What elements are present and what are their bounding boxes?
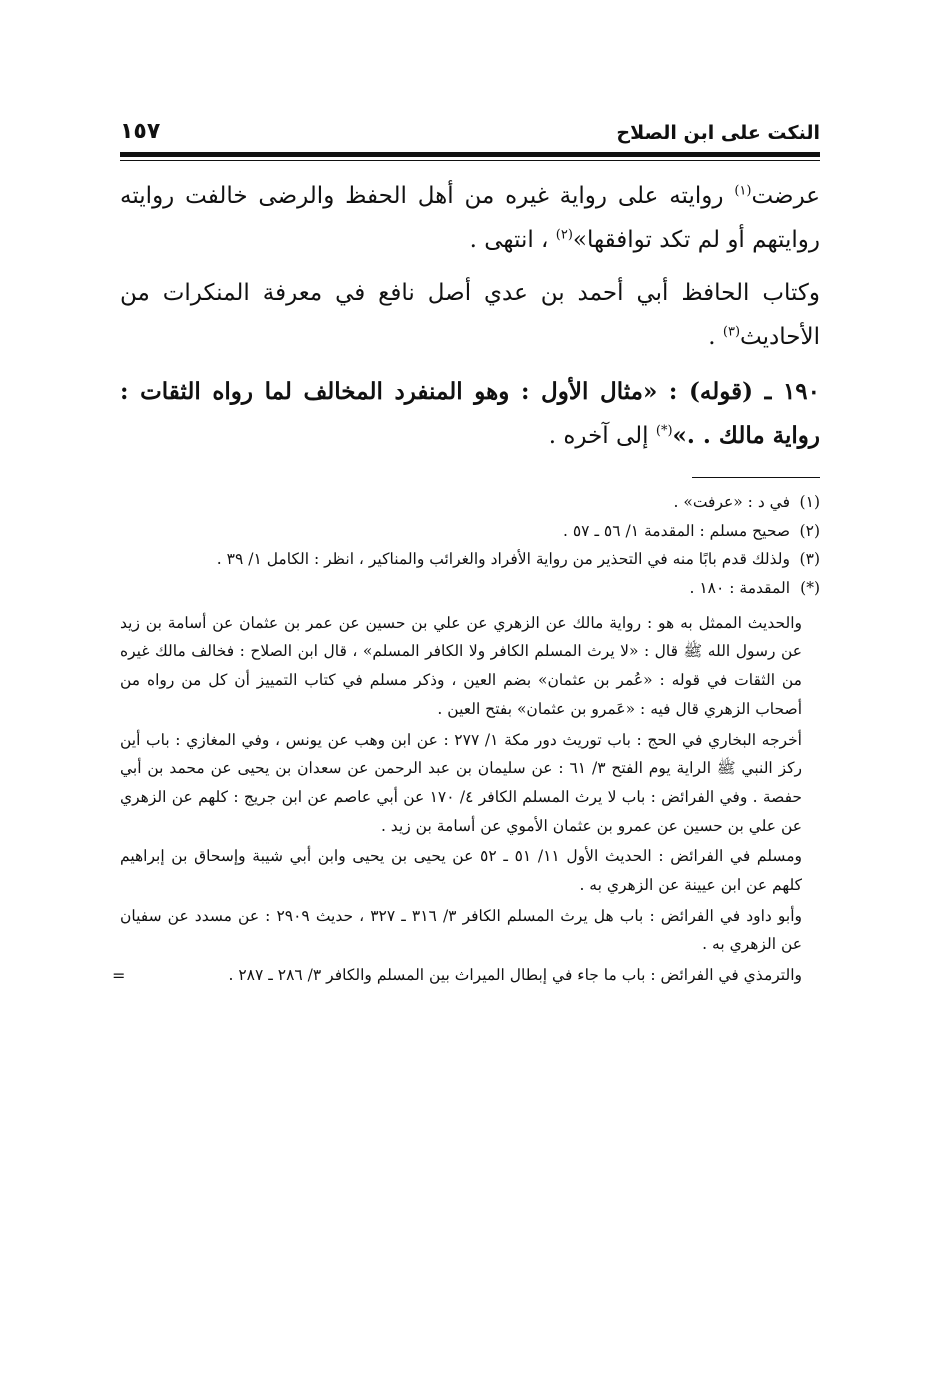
footnote-ref-1[interactable]: (١) <box>734 183 752 199</box>
footnote-2 <box>120 517 820 546</box>
header-rule-thin <box>120 160 820 161</box>
footnote-text: ولذلك قدم بابًا منه في التحذير من رواية الأفراد والغرائب والمناكير ، انظر : الكامل ١/ ٣٩ . <box>216 550 790 569</box>
note-paragraph-3: ومسلم في الفرائض : الحديث الأول ١١/ ٥١ ـ ٥٢ عن يحيى بن يحيى وابن أبي شيبة وإسحاق بن إبراهيم كلهم عن ابن عيينة عن الزهري به . <box>120 847 802 894</box>
continuation-mark: = <box>112 965 126 985</box>
footnote-text: صحيح مسلم : المقدمة ١/ ٥٦ ـ ٥٧ . <box>563 521 790 540</box>
footnote-mark: (١) <box>799 493 820 512</box>
footnote-1 <box>120 488 820 517</box>
paragraph-3: ١٩٠ ـ (قوله) : «مثال الأول : وهو المنفرد المخالف لما رواه الثقات : رواية مالك . .»(*) إلى آخره . <box>120 377 820 450</box>
footnote-ref-2[interactable]: (٢) <box>555 227 573 243</box>
footnote-separator <box>692 477 820 478</box>
footnotes <box>112 488 820 989</box>
note-paragraph-2: أخرجه البخاري في الحج : باب توريث دور مكة ١/ ٢٧٧ : عن ابن وهب عن يونس ، وفي المغازي : باب أين ركز النبي ﷺ الراية يوم الفتح ٣/ ٦١ : عن سليمان بن عبد الرحمن عن سعدان بن يحيى عن محمد بن أبي حفصة . وفي الفرائض : باب لا يرث المسلم الكافر ٤/ ١٧٠ عن أبي عاصم عن ابن جريج : كلهم عن الزهري عن علي بن حسين عن عمرو بن عثمان الأموي عن أسامة بن زيد . <box>120 730 803 835</box>
page-header <box>120 110 820 144</box>
footnote-star-notes <box>112 609 803 990</box>
header-rule-thick <box>120 152 820 157</box>
paragraph-1: عرضت$^{(١)}$ روايته على رواية غيره من أهل الحفظ والرضى خالفت روايته روايتهم أو لم تكد توافقها»$^{(٢)}$ ، انتهى . <box>120 183 820 253</box>
footnote-mark: (٣) <box>799 550 820 569</box>
note-paragraph-1: والحديث الممثل به هو : رواية مالك عن الزهري عن علي بن حسين عن عمر بن عثمان عن أسامة بن زيد عن رسول الله ﷺ قال : «لا يرث المسلم الكافر ولا الكافر المسلم» ، قال ابن الصلاح : فخالف مالك غيره من الثقات في قوله : «عُمر بن عثمان» بضم العين ، وذكر مسلم في كتاب التمييز أن كل من رواه من أصحاب الزهري قال فيه : «عَمرو بن عثمان» بفتح العين . <box>120 613 802 718</box>
footnote-star <box>120 574 820 603</box>
footnote-ref-star[interactable]: (*) <box>655 423 673 439</box>
page <box>112 110 820 992</box>
paragraph-2: وكتاب الحافظ أبي أحمد بن عدي أصل نافع في معرفة المنكرات من الأحاديث$^{(٣)}$ . <box>120 280 820 351</box>
footnote-ref-3[interactable]: (٣) <box>722 324 741 340</box>
entry-heading: ١٩٠ ـ (قوله) : «مثال الأول : وهو المنفرد المخالف لما رواه الثقات : رواية مالك . .» <box>120 377 820 450</box>
footnote-3 <box>120 545 820 574</box>
footnote-mark: (*) <box>800 579 820 598</box>
note-paragraph-4: وأبو داود في الفرائض : باب هل يرث المسلم الكافر ٣/ ٣١٦ ـ ٣٢٧ ، حديث ٢٩٠٩ : عن مسدد عن سفيان عن الزهري به . <box>120 906 802 954</box>
footnote-text: في د : «عرفت» . <box>673 493 790 512</box>
page-number: ١٥٧ <box>120 119 161 144</box>
footnote-text: المقدمة : ١٨٠ . <box>689 579 790 598</box>
note-paragraph-5: والترمذي في الفرائض : باب ما جاء في إبطال الميراث بين المسلم والكافر ٣/ ٢٨٦ ـ ٢٨٧ . = <box>120 961 802 990</box>
footnote-mark: (٢) <box>799 521 820 540</box>
main-text <box>120 175 820 459</box>
running-title: النكت على ابن الصلاح <box>616 122 820 144</box>
